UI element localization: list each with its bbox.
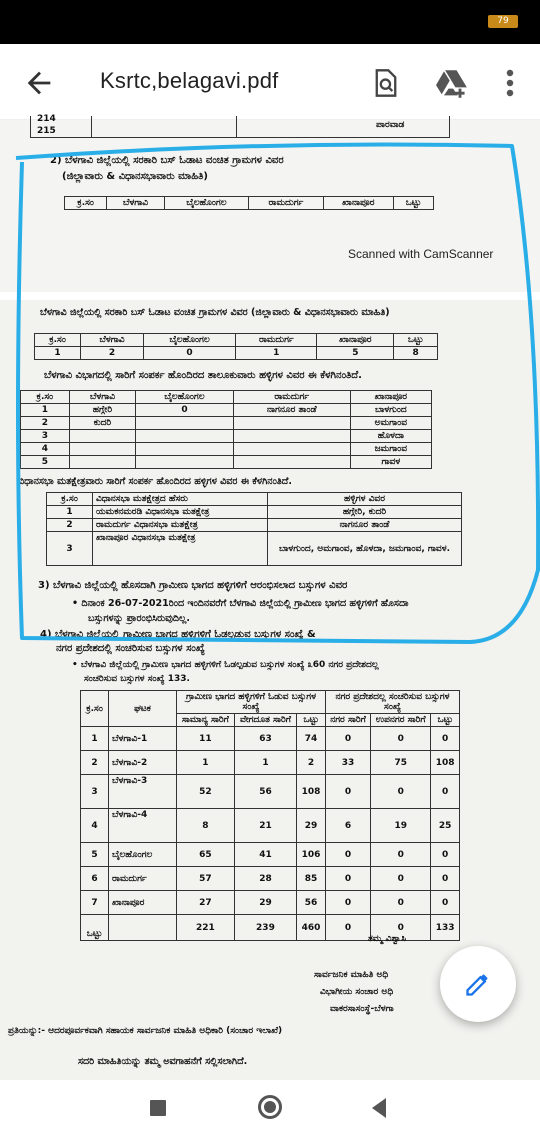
table-cell: ಖಾನಾಪೂರ ವಿಧಾನಸಭಾ ಮತಕ್ಷೇತ್ರ bbox=[93, 532, 268, 566]
table-cell bbox=[136, 430, 234, 443]
table-cell: 28 bbox=[234, 867, 296, 891]
section-2-title: 2) ಬೆಳಗಾವಿ ಜಿಲ್ಲೆಯಲ್ಲಿ ಸರಕಾರಿ ಬಸ್ ಓಡಾಟ ವಂಚಿತ ಗ್ರಾಮಗಳ ವಿವರ bbox=[50, 155, 284, 166]
table-cell: 4 bbox=[21, 443, 70, 456]
table-cell: 25 bbox=[431, 809, 460, 843]
recents-button[interactable] bbox=[150, 1100, 166, 1116]
table-header: ಬೈಲಹೊಂಗಲ bbox=[136, 391, 234, 404]
table-cell: 1 bbox=[236, 347, 317, 360]
table-cell: 85 bbox=[297, 867, 326, 891]
table-cell: 0 bbox=[371, 775, 431, 809]
table-cell: ಯಮಕನಮರಡಿ ವಿಧಾನಸಭಾ ಮತಕ್ಷೇತ್ರ bbox=[93, 506, 268, 519]
bullet-text: ದಿನಾಂಕ 26-07-2021ರಿಂದ ಇಂದಿನವರೆಗೆ ಬೆಳಗಾವಿ ಜಿಲ್ಲೆಯಲ್ಲಿ ಗ್ರಾಮೀಣ ಭಾಗದ ಹಳ್ಳಿಗಳಿಗೆ ಹೊಸದಾ bbox=[81, 598, 409, 609]
table-cell: ಬೆಳಗಾವಿ-2 bbox=[109, 751, 177, 775]
table-cell: ಹೊಳದಾ bbox=[350, 430, 431, 443]
search-doc-icon[interactable] bbox=[372, 68, 400, 98]
edit-pencil-icon bbox=[464, 970, 492, 998]
table-cell: 108 bbox=[431, 751, 460, 775]
table-cell: ರಾಮದುರ್ಗ bbox=[109, 867, 177, 891]
table-cell bbox=[233, 417, 350, 430]
table-header: ಬೈಲಹೊಂಗಲ bbox=[164, 197, 248, 210]
more-vert-icon[interactable] bbox=[504, 68, 516, 98]
table-cell: 3 bbox=[81, 775, 109, 809]
table-cell: 0 bbox=[371, 867, 431, 891]
table-cell: 133 bbox=[431, 915, 460, 941]
table-header: ಕ್ರ.ಸಂ bbox=[81, 691, 109, 727]
page-1 bbox=[0, 114, 540, 292]
copy-to: ಪ್ರತಿಯನ್ನು:- ಆದರಪೂರ್ವಕವಾಗಿ ಸಹಾಯಕ ಸಾರ್ವಜನಿಕ ಮಾಹಿತಿ ಅಧಿಕಾರಿ (ಸಂಚಾರ ಇಲಾಖೆ) bbox=[8, 1026, 283, 1036]
table-cell: 2 bbox=[47, 519, 93, 532]
table-cell: 1 bbox=[81, 727, 109, 751]
table-cell: 21 bbox=[234, 809, 296, 843]
top-table-fragment bbox=[30, 116, 450, 138]
table-cell: 7 bbox=[81, 891, 109, 915]
table-cell: 2 bbox=[21, 417, 70, 430]
table-cell: 5 bbox=[317, 347, 394, 360]
pdf-viewer[interactable] bbox=[0, 114, 540, 1080]
row-number: 214 bbox=[37, 114, 56, 124]
table-cell: ಬೆಳಗಾವಿ-3 bbox=[109, 775, 177, 809]
table-cell: 1 bbox=[177, 751, 235, 775]
table-cell: 8 bbox=[177, 809, 235, 843]
table-cell: ಅಮಗಾಂವ bbox=[350, 417, 431, 430]
signatory-title: ಸಾರ್ವಜನಿಕ ಮಾಹಿತಿ ಅಧಿ bbox=[314, 970, 389, 980]
table-row bbox=[47, 519, 462, 532]
table-header: ಒಟ್ಟು bbox=[393, 197, 433, 210]
table-cell bbox=[69, 456, 135, 469]
document-title: Ksrtc,belagavi.pdf bbox=[100, 68, 279, 93]
table-cell bbox=[69, 443, 135, 456]
table-cell bbox=[233, 430, 350, 443]
table-header: ಒಟ್ಟು bbox=[394, 334, 438, 347]
system-navigation-bar bbox=[0, 1080, 540, 1140]
drive-add-icon[interactable] bbox=[434, 68, 470, 100]
table-cell: 0 bbox=[143, 347, 235, 360]
table-cell: 74 bbox=[297, 727, 326, 751]
table-cell: 11 bbox=[177, 727, 235, 751]
section-2-subtitle: (ಜಿಲ್ಲಾವಾರು & ವಿಧಾನಸಭಾವಾರು ಮಾಹಿತಿ) bbox=[62, 171, 208, 182]
table-row bbox=[21, 417, 432, 430]
row-number: 215 bbox=[37, 126, 56, 136]
section-4-title-cont: ನಗರ ಪ್ರದೇಶದಲ್ಲಿ ಸಂಚರಿಸುವ ಬಸ್ಸುಗಳ ಸಂಖ್ಯೆ bbox=[56, 643, 205, 654]
page-gap bbox=[0, 292, 540, 300]
status-bar bbox=[0, 0, 540, 44]
section-3-bullet: • ದಿನಾಂಕ 26-07-2021ರಿಂದ ಇಂದಿನವರೆಗೆ ಬೆಳಗಾವಿ ಜಿಲ್ಲೆಯಲ್ಲಿ ಗ್ರಾಮೀಣ ಭಾಗದ ಹಳ್ಳಿಗಳಿಗೆ ಹೊಸದಾ bbox=[72, 598, 409, 609]
section-4-title: 4) ಬೆಳಗಾವಿ ಜಿಲ್ಲೆಯಲ್ಲಿ ಗ್ರಾಮೀಣ ಭಾಗದ ಹಳ್ಳಿಗಳಿಗೆ ಓಡಲ್ಪಡುವ ಬಸ್ಸುಗಳ ಸಂಖ್ಯೆ & bbox=[40, 629, 316, 640]
back-arrow-icon[interactable] bbox=[22, 66, 56, 100]
table-cell: 0 bbox=[431, 867, 460, 891]
table-row bbox=[21, 443, 432, 456]
table-cell: ಹಗ್ಗೇರಿ, ಕುದರಿ bbox=[268, 506, 462, 519]
table-header: ಕ್ರ.ಸಂ bbox=[21, 391, 70, 404]
table-cell: 2 bbox=[81, 751, 109, 775]
bullet-text: ಬೆಳಗಾವಿ ಜಿಲ್ಲೆಯಲ್ಲಿ ಗ್ರಾಮೀಣ ಭಾಗದ ಹಳ್ಳಿಗಳಿಗೆ ಓಡಲ್ಪಡುವ ಬಸ್ಸುಗಳ ಸಂಖ್ಯೆ ೩60 ನಗರ ಪ್ರದೇಶದಲ್ಲ bbox=[80, 660, 379, 670]
table-cell: 0 bbox=[326, 867, 371, 891]
table-header: ವೇಗದೂತ ಸಾರಿಗೆ bbox=[234, 714, 296, 727]
table-cell: ಜಮಗಾಂವ bbox=[350, 443, 431, 456]
table-cell: 0 bbox=[431, 727, 460, 751]
footer-note: ಸದರಿ ಮಾಹಿತಿಯನ್ನು ತಮ್ಮ ಅವಗಾಹನೆಗೆ ಸಲ್ಲಿಸಲಾಗಿದೆ. bbox=[78, 1056, 248, 1067]
table-cell: ಬಾಳಗುಂದ bbox=[350, 404, 431, 417]
table-header: ಬೆಳಗಾವಿ bbox=[81, 334, 144, 347]
table-cell: 2 bbox=[297, 751, 326, 775]
table-header: ಕ್ರ.ಸಂ bbox=[35, 334, 81, 347]
table-header: ಕ್ರ.ಸಂ bbox=[65, 197, 107, 210]
home-button[interactable] bbox=[258, 1095, 282, 1119]
table-cell: 0 bbox=[371, 727, 431, 751]
table-cell: ಬೆಳಗಾವಿ-4 bbox=[109, 809, 177, 843]
table-cell: 63 bbox=[234, 727, 296, 751]
table-header: ಬೆಳಗಾವಿ bbox=[107, 197, 165, 210]
taluk-village-table bbox=[20, 390, 432, 469]
table-cell: 75 bbox=[371, 751, 431, 775]
table-cell bbox=[136, 456, 234, 469]
table-cell: 19 bbox=[371, 809, 431, 843]
table-cell: 460 bbox=[297, 915, 326, 941]
table-cell: 1 bbox=[21, 404, 70, 417]
table-cell bbox=[136, 417, 234, 430]
subheading-constituency: ವಿಧಾನಸಭಾ ಮತಕ್ಷೇತ್ರವಾರು ಸಾರಿಗೆ ಸಂಪರ್ಕ ಹೊಂದಿರದ ಹಳ್ಳಿಗಳ ವಿವರ ಈ ಕೆಳಗಿನಂತಿದೆ. bbox=[18, 476, 292, 487]
table-header: ಖಾನಾಪೂರ bbox=[350, 391, 431, 404]
scanner-watermark: Scanned with CamScanner bbox=[348, 247, 494, 261]
table-cell: 239 bbox=[234, 915, 296, 941]
table-cell: 27 bbox=[177, 891, 235, 915]
table-cell: 1 bbox=[234, 751, 296, 775]
table-cell bbox=[109, 915, 177, 941]
table-cell: 2 bbox=[81, 347, 144, 360]
battery-indicator: 79 bbox=[488, 15, 518, 28]
table-row bbox=[81, 809, 460, 843]
section-4-bullet: • ಬೆಳಗಾವಿ ಜಿಲ್ಲೆಯಲ್ಲಿ ಗ್ರಾಮೀಣ ಭಾಗದ ಹಳ್ಳಿಗಳಿಗೆ ಓಡಲ್ಪಡುವ ಬಸ್ಸುಗಳ ಸಂಖ್ಯೆ ೩60 ನಗರ ಪ್ರದೇಶದಲ್ಲ bbox=[72, 660, 379, 670]
back-button[interactable] bbox=[372, 1098, 386, 1118]
table-header: ಒಟ್ಟು bbox=[431, 714, 460, 727]
table-cell: ಗಾವಳ bbox=[350, 456, 431, 469]
table-row bbox=[81, 867, 460, 891]
table-row bbox=[47, 506, 462, 519]
table-cell: ಬೈಲಹೊಂಗಲ bbox=[109, 843, 177, 867]
table-cell: 65 bbox=[177, 843, 235, 867]
table-cell: ಕುದರಿ bbox=[69, 417, 135, 430]
section-3-bullet-cont: ಬಸ್ಸುಗಳನ್ನು ಪ್ರಾರಂಭಿಸಿರುವುದಿಲ್ಲ. bbox=[88, 613, 190, 624]
table-row bbox=[81, 727, 460, 751]
table-header: ನಗರ ಪ್ರದೇಶದಲ್ಲ ಸಂಚರಿಸುವ ಬಸ್ಸುಗಳ ಸಂಖ್ಯೆ bbox=[326, 691, 460, 714]
table-cell: 3 bbox=[21, 430, 70, 443]
table-header: ಖಾನಾಪೂರ bbox=[323, 197, 393, 210]
table-row bbox=[81, 751, 460, 775]
table-cell: 0 bbox=[326, 843, 371, 867]
table-row bbox=[21, 404, 432, 417]
table-cell: ಖಾನಾಪೂರ bbox=[109, 891, 177, 915]
subheading-taluk: ಬೆಳಗಾವಿ ವಿಭಾಗದಲ್ಲಿ ಸಾರಿಗೆ ಸಂಪರ್ಕ ಹೊಂದಿರದ ತಾಲೂಕುವಾರು ಹಳ್ಳಿಗಳ ವಿವರ ಈ ಕೆಳಗಿನಂತಿದೆ. bbox=[44, 370, 362, 381]
table-cell: 6 bbox=[81, 867, 109, 891]
table-header: ಕ್ರ.ಸಂ bbox=[47, 493, 93, 506]
table-cell: ಹಗ್ಗೇರಿ bbox=[69, 404, 135, 417]
table-cell: 0 bbox=[431, 775, 460, 809]
table-cell: 57 bbox=[177, 867, 235, 891]
table-cell: 5 bbox=[81, 843, 109, 867]
table-cell: 1 bbox=[35, 347, 81, 360]
table-row bbox=[21, 430, 432, 443]
table-cell: ರಾಮದುರ್ಗ ವಿಧಾನಸಭಾ ಮತಕ್ಷೇತ್ರ bbox=[93, 519, 268, 532]
table-cell: 0 bbox=[326, 891, 371, 915]
table-header: ಗ್ರಾಮೀಣ ಭಾಗದ ಹಳ್ಳಿಗಳಿಗೆ ಓಡುವ ಬಸ್ಸುಗಳ ಸಂಖ್ಯೆ bbox=[177, 691, 326, 714]
table-cell: 221 bbox=[177, 915, 235, 941]
table-cell: 0 bbox=[136, 404, 234, 417]
table-cell: 108 bbox=[297, 775, 326, 809]
table-cell bbox=[69, 430, 135, 443]
app-bar bbox=[0, 44, 540, 120]
table-header: ಉಪನಗರ ಸಾರಿಗೆ bbox=[371, 714, 431, 727]
table-cell: 56 bbox=[234, 775, 296, 809]
table-header: ಖಾನಾಪೂರ bbox=[317, 334, 394, 347]
table-cell: 0 bbox=[371, 843, 431, 867]
signoff: ತಮ್ಮ ವಿಶ್ವಾಸಿ bbox=[368, 934, 406, 944]
table-header: ಬೈಲಹೊಂಗಲ bbox=[143, 334, 235, 347]
table-cell bbox=[136, 443, 234, 456]
table-row bbox=[81, 843, 460, 867]
table-cell: 0 bbox=[326, 775, 371, 809]
table-cell: 52 bbox=[177, 775, 235, 809]
table-cell: 6 bbox=[326, 809, 371, 843]
table-cell: 29 bbox=[297, 809, 326, 843]
table-header: ವಿಧಾನಸಭಾ ಮತಕ್ಷೇತ್ರದ ಹೆಸರು bbox=[93, 493, 268, 506]
table-cell: ನಾಗನೂರ ತಾಂಡೆ bbox=[233, 404, 350, 417]
table-cell: 3 bbox=[47, 532, 93, 566]
table-cell: 0 bbox=[371, 891, 431, 915]
page-2-title: ಬೆಳಗಾವಿ ಜಿಲ್ಲೆಯಲ್ಲಿ ಸರಕಾರಿ ಬಸ್ ಓಡಾಟ ವಂಚಿತ ಗ್ರಾಮಗಳ ವಿವರ (ಜಿಲ್ಲಾವಾರು & ವಿಧಾನಸಭಾವಾರು ಮಾಹಿತಿ) bbox=[40, 307, 390, 318]
table-header: ನಗರ ಸಾರಿಗೆ bbox=[326, 714, 371, 727]
table-cell: 8 bbox=[394, 347, 438, 360]
signatory-office: ವಿಭಾಗೀಯ ಸಂಚಾರ ಅಧಿ bbox=[320, 987, 394, 997]
table-cell: 0 bbox=[431, 891, 460, 915]
village-cell: ಪಾರವಾಡ bbox=[376, 120, 405, 130]
table-cell bbox=[233, 443, 350, 456]
table-row bbox=[81, 891, 460, 915]
table-row bbox=[81, 775, 460, 809]
table-cell: 56 bbox=[297, 891, 326, 915]
table-cell: 0 bbox=[326, 915, 371, 941]
table-cell: 1 bbox=[47, 506, 93, 519]
table-cell: 0 bbox=[431, 843, 460, 867]
table-row bbox=[47, 532, 462, 566]
table-cell: 41 bbox=[234, 843, 296, 867]
table-cell: ನಾಗನೂರ ತಾಂಡೆ bbox=[268, 519, 462, 532]
table-cell: 33 bbox=[326, 751, 371, 775]
table-cell: 0 bbox=[326, 727, 371, 751]
village-count-table-header bbox=[64, 196, 434, 210]
section-4-bullet-cont: ಸಂಚರಿಸುವ ಬಸ್ಸುಗಳ ಸಂಖ್ಯೆ 133. bbox=[84, 674, 190, 684]
table-cell: 5 bbox=[21, 456, 70, 469]
table-cell: 29 bbox=[234, 891, 296, 915]
table-cell bbox=[233, 456, 350, 469]
constituency-table bbox=[46, 492, 462, 566]
table-cell: ಬೆಳಗಾವಿ-1 bbox=[109, 727, 177, 751]
table-cell: 4 bbox=[81, 809, 109, 843]
table-cell: 106 bbox=[297, 843, 326, 867]
table-header: ರಾಮದುರ್ಗ bbox=[236, 334, 317, 347]
table-cell: ಒಟ್ಟು bbox=[81, 915, 109, 941]
signatory-org: ವಾಕರಸಾಸಂಸ್ಥೆ-ಬೆಳಗಾ bbox=[330, 1004, 394, 1014]
table-header: ರಾಮದುರ್ಗ bbox=[233, 391, 350, 404]
table-header: ಘಟಕ bbox=[109, 691, 177, 727]
village-count-table bbox=[34, 333, 438, 360]
table-header: ರಾಮದುರ್ಗ bbox=[249, 197, 323, 210]
table-cell: 0 bbox=[371, 915, 431, 941]
table-row bbox=[21, 456, 432, 469]
table-header: ಒಟ್ಟು bbox=[297, 714, 326, 727]
table-header: ಸಾಮಾನ್ಯ ಸಾರಿಗೆ bbox=[177, 714, 235, 727]
table-header: ಬೆಳಗಾವಿ bbox=[69, 391, 135, 404]
table-header: ಹಳ್ಳಿಗಳ ವಿವರ bbox=[268, 493, 462, 506]
section-3-title: 3) ಬೆಳಗಾವಿ ಜಿಲ್ಲೆಯಲ್ಲಿ ಹೊಸದಾಗಿ ಗ್ರಾಮೀಣ ಭಾಗದ ಹಳ್ಳಿಗಳಿಗೆ ಆರಂಭಿಸಲಾದ ಬಸ್ಸುಗಳ ವಿವರ bbox=[38, 580, 348, 591]
bus-count-table bbox=[80, 690, 460, 941]
edit-button[interactable] bbox=[440, 946, 516, 1022]
table-cell: ಬಾಳಗುಂದ, ಅಮಗಾಂವ, ಹೊಳದಾ, ಜಮಗಾಂವ, ಗಾವಳ. bbox=[268, 532, 462, 566]
